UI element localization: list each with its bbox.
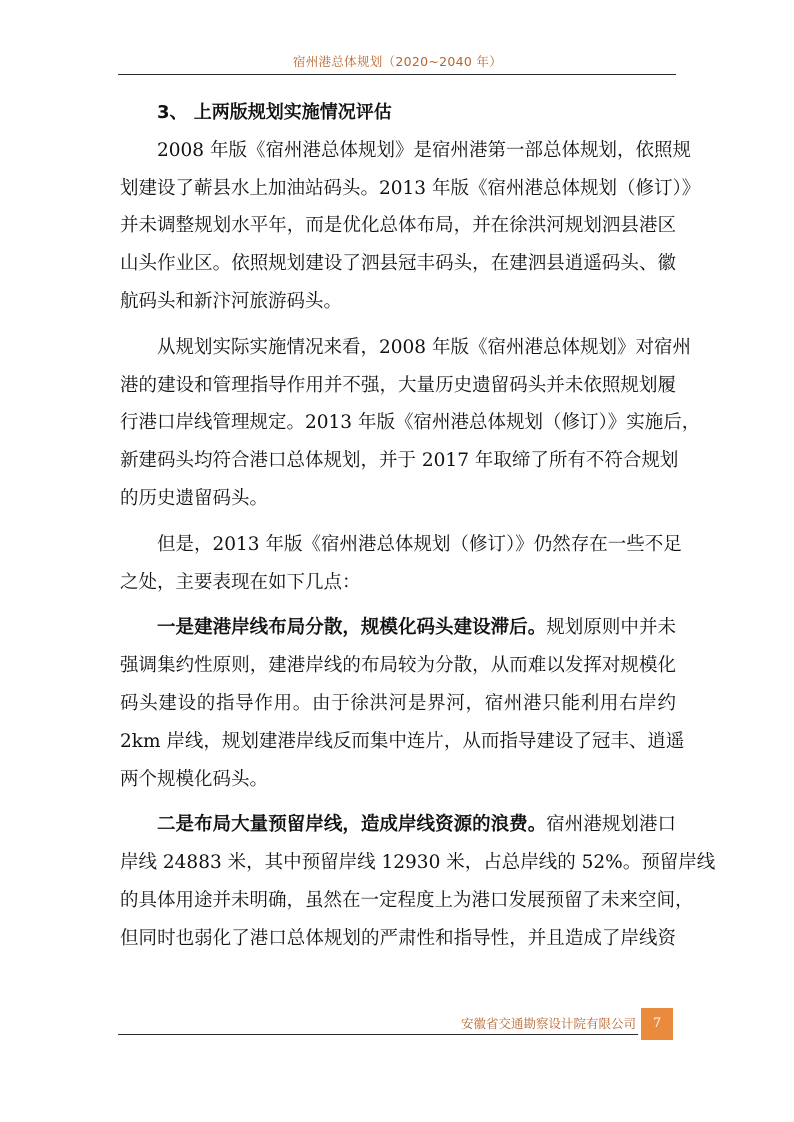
text-line: 但同时也弱化了港口总体规划的严肃性和指导性，并且造成了岸线资: [120, 927, 676, 949]
text-line: 的具体用途并未明确，虽然在一定程度上为港口发展预留了未来空间，: [120, 889, 694, 911]
page-number-badge: 7: [641, 1008, 673, 1040]
text-run: 规划原则中并未: [546, 617, 676, 639]
text-line: [120, 806, 676, 844]
text-line: [120, 609, 676, 647]
text-run: 宿州港规划港口: [546, 814, 676, 836]
text-line: 岸线 24883 米，其中预留岸线 12930 米，占总岸线的 52%。预留岸线: [120, 852, 716, 874]
paragraph-5: [120, 806, 716, 957]
text-line: 行港口岸线管理规定。2013 年版《宿州港总体规划（修订）》实施后，: [120, 412, 701, 434]
text-line: 的历史遗留码头。: [120, 487, 269, 509]
text-line: 两个规模化码头。: [120, 768, 269, 790]
footer-divider: [118, 1034, 638, 1035]
text-line: 2km 岸线，规划建港岸线反而集中连片，从而指导建设了冠丰、逍遥: [120, 730, 685, 752]
text-line: 2008 年版《宿州港总体规划》是宿州港第一部总体规划，依照规: [157, 139, 691, 161]
paragraph-1: [120, 132, 701, 321]
text-line: 港的建设和管理指导作用并不强，大量历史遗留码头并未依照规划履: [120, 374, 676, 396]
running-header-title: 宿州港总体规划（2020~2040 年）: [292, 54, 503, 69]
text-line: 从规划实际实施情况来看，2008 年版《宿州港总体规划》对宿州: [157, 336, 691, 358]
paragraph-2: [120, 329, 701, 518]
text-line: 划建设了蕲县水上加油站码头。2013 年版《宿州港总体规划（修订）》: [120, 177, 701, 199]
bold-lead-1: 一是建港岸线布局分散，规模化码头建设滞后。: [157, 617, 547, 639]
paragraph-3: [120, 526, 682, 602]
text-line: 山头作业区。依照规划建设了泗县冠丰码头，在建泗县逍遥码头、徽: [120, 253, 676, 275]
text-line: 之处，主要表现在如下几点：: [120, 571, 361, 593]
text-line: 并未调整规划水平年，而是优化总体布局，并在徐洪河规划泗县港区: [120, 215, 676, 237]
text-line: 强调集约性原则，建港岸线的布局较为分散，从而难以发挥对规模化: [120, 655, 676, 677]
section-heading: 3、 上两版规划实施情况评估: [157, 102, 392, 123]
text-line: 码头建设的指导作用。由于徐洪河是界河，宿州港只能利用右岸约: [120, 692, 676, 714]
page-body: [120, 94, 716, 958]
header-divider: [118, 74, 676, 75]
text-line: 新建码头均符合港口总体规划，并于 2017 年取缔了所有不符合规划: [120, 450, 679, 472]
text-line: 航码头和新汴河旅游码头。: [120, 290, 343, 312]
text-line: 但是，2013 年版《宿州港总体规划（修订）》仍然存在一些不足: [157, 533, 682, 555]
footer-company-name: 安徽省交通勘察设计院有限公司: [460, 1016, 636, 1031]
bold-lead-2: 二是布局大量预留岸线，造成岸线资源的浪费。: [157, 814, 547, 836]
paragraph-4: [120, 609, 685, 798]
